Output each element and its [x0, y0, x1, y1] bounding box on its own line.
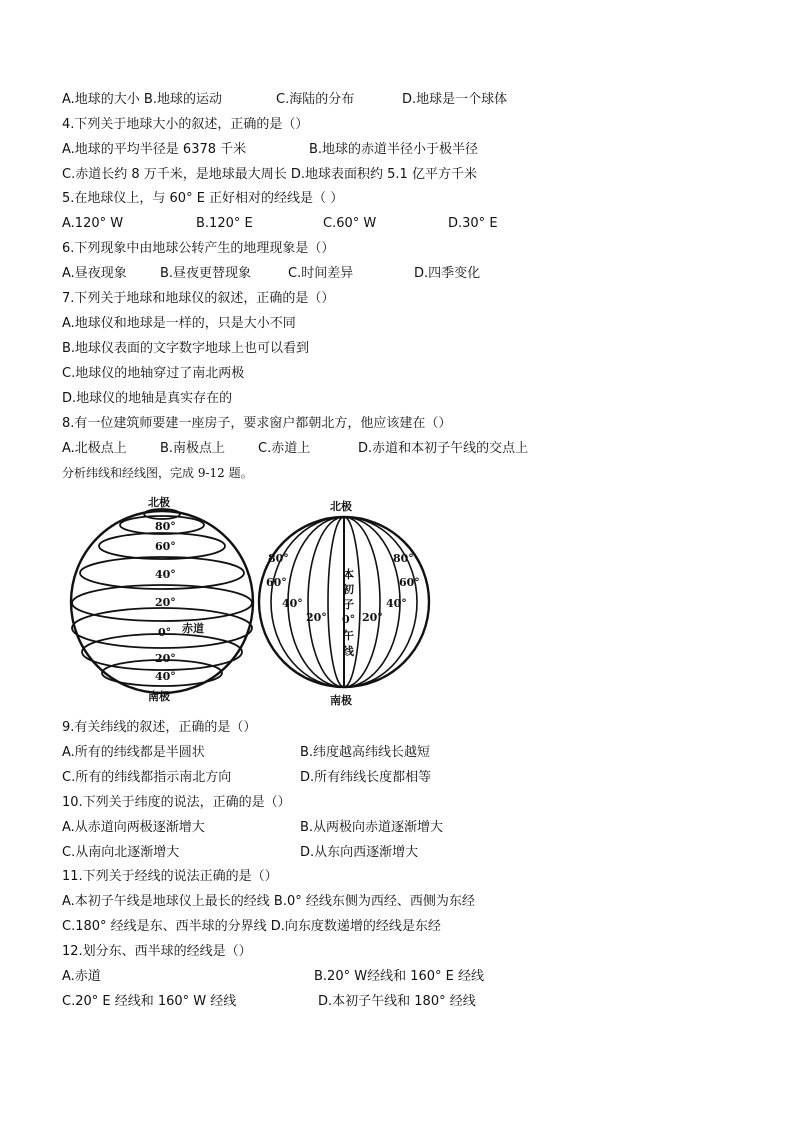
q9-option-d: D.所有纬线长度都相等: [300, 770, 432, 785]
q8-option-b: B.南极点上: [160, 441, 226, 456]
q9-stem: 9.有关纬线的叙述，正确的是（）: [62, 720, 257, 735]
q3-option-d: D.地球是一个球体: [402, 92, 508, 107]
lon-label-w40: 40°: [282, 597, 303, 610]
q12-stem: 12.划分东、西半球的经线是（）: [62, 944, 252, 959]
q6-stem: 6.下列现象中由地球公转产生的地理现象是（）: [62, 241, 335, 256]
lon-label-e40: 40°: [386, 597, 407, 610]
q10-option-a: A.从赤道向两极逐渐增大: [62, 820, 205, 835]
meridian-char-1: 本: [343, 568, 354, 581]
q11-options-cd: C.180° 经线是东、西半球的分界线 D.向东度数递增的经线是东经: [62, 919, 441, 934]
q7-option-d: D.地球仪的地轴是真实存在的: [62, 391, 233, 406]
q10-stem: 10.下列关于纬度的说法，正确的是（）: [62, 795, 291, 810]
q5-option-b: B.120° E: [196, 216, 253, 231]
lon-label-w20: 20°: [306, 611, 327, 624]
q5-option-a: A.120° W: [62, 216, 124, 231]
meridian-char-6: 线: [343, 645, 354, 658]
q8-option-c: C.赤道上: [258, 441, 311, 456]
lat-label-20n: 20°: [155, 596, 176, 609]
q3-option-c: C.海陆的分布: [276, 92, 355, 107]
q5-option-d: D.30° E: [448, 216, 498, 231]
q4-option-a: A.地球的平均半径是 6378 千米: [62, 142, 247, 157]
left-south-pole-label: 南极: [148, 690, 170, 703]
left-north-pole-label: 北极: [148, 496, 170, 509]
figure-instruction: 分析纬线和经线图，完成 9-12 题。: [62, 466, 253, 480]
meridian-char-4: 0°: [342, 613, 356, 626]
latitude-labels: [148, 495, 204, 703]
lon-label-e60: 60°: [399, 576, 420, 589]
q7-option-a: A.地球仪和地球是一样的，只是大小不同: [62, 316, 296, 331]
lon-label-e80: 80°: [393, 552, 414, 565]
q12-option-a: A.赤道: [62, 969, 101, 984]
q9-option-a: A.所有的纬线都是半圆状: [62, 745, 205, 760]
q7-option-b: B.地球仪表面的文字数字地球上也可以看到: [62, 341, 310, 356]
q4-options-cd: C.赤道长约 8 万千米，是地球最大周长 D.地球表面积约 5.1 亿平方千米: [62, 167, 477, 182]
q8-option-a: A.北极点上: [62, 441, 127, 456]
q7-stem: 7.下列关于地球和地球仪的叙述，正确的是（）: [62, 291, 335, 306]
lon-label-e20: 20°: [362, 611, 383, 624]
right-north-pole-label: 北极: [330, 500, 352, 513]
q4-option-b: B.地球的赤道半径小于极半径: [309, 142, 479, 157]
lat-label-60: 60°: [155, 540, 176, 553]
q9-option-b: B.纬度越高纬线长越短: [300, 745, 431, 760]
q6-option-a: A.昼夜现象: [62, 266, 127, 281]
lon-label-w80: 80°: [268, 552, 289, 565]
q11-options-ab: A.本初子午线是地球仪上最长的经线 B.0° 经线东侧为西经、西侧为东经: [62, 894, 475, 909]
q6-option-c: C.时间差异: [288, 266, 354, 281]
q5-stem: 5.在地球仪上，与 60° E 正好相对的经线是（ ）: [62, 191, 344, 206]
q8-option-d: D.赤道和本初子午线的交点上: [358, 441, 529, 456]
q12-option-b: B.20° W经线和 160° E 经线: [314, 969, 485, 984]
q10-option-c: C.从南向北逐渐增大: [62, 845, 180, 860]
q5-option-c: C.60° W: [323, 216, 377, 231]
q10-option-b: B.从两极向赤道逐渐增大: [300, 820, 444, 835]
equator-label: 赤道: [182, 622, 204, 635]
q12-option-d: D.本初子午线和 180° 经线: [318, 994, 476, 1009]
lon-label-w60: 60°: [266, 576, 287, 589]
lat-label-40n: 40°: [155, 568, 176, 581]
q10-option-d: D.从东向西逐渐增大: [300, 845, 419, 860]
lat-label-0: 0°: [158, 626, 172, 639]
lat-label-80: 80°: [155, 520, 176, 533]
q4-stem: 4.下列关于地球大小的叙述，正确的是（）: [62, 117, 309, 132]
q9-option-c: C.所有的纬线都指示南北方向: [62, 770, 232, 785]
lat-label-40s: 40°: [155, 670, 176, 683]
q7-option-c: C.地球仪的地轴穿过了南北两极: [62, 366, 245, 381]
right-south-pole-label: 南极: [330, 694, 352, 707]
prime-meridian-label: [342, 567, 355, 658]
q8-stem: 8.有一位建筑师要建一座房子，要求窗户都朝北方，他应该建在（）: [62, 416, 452, 431]
q12-option-c: C.20° E 经线和 160° W 经线: [62, 994, 237, 1009]
meridian-char-3: 子: [343, 598, 354, 611]
q6-option-b: B.昼夜更替现象: [160, 266, 252, 281]
meridian-char-2: 初: [343, 583, 354, 596]
q3-option-ab: A.地球的大小 B.地球的运动: [62, 92, 222, 107]
meridian-char-5: 午: [343, 629, 354, 642]
globe-figure: [62, 492, 442, 712]
q6-option-d: D.四季变化: [414, 266, 481, 281]
lat-label-20s: 20°: [155, 652, 176, 665]
q11-stem: 11.下列关于经线的说法正确的是（）: [62, 869, 278, 884]
longitude-labels: [266, 499, 420, 707]
